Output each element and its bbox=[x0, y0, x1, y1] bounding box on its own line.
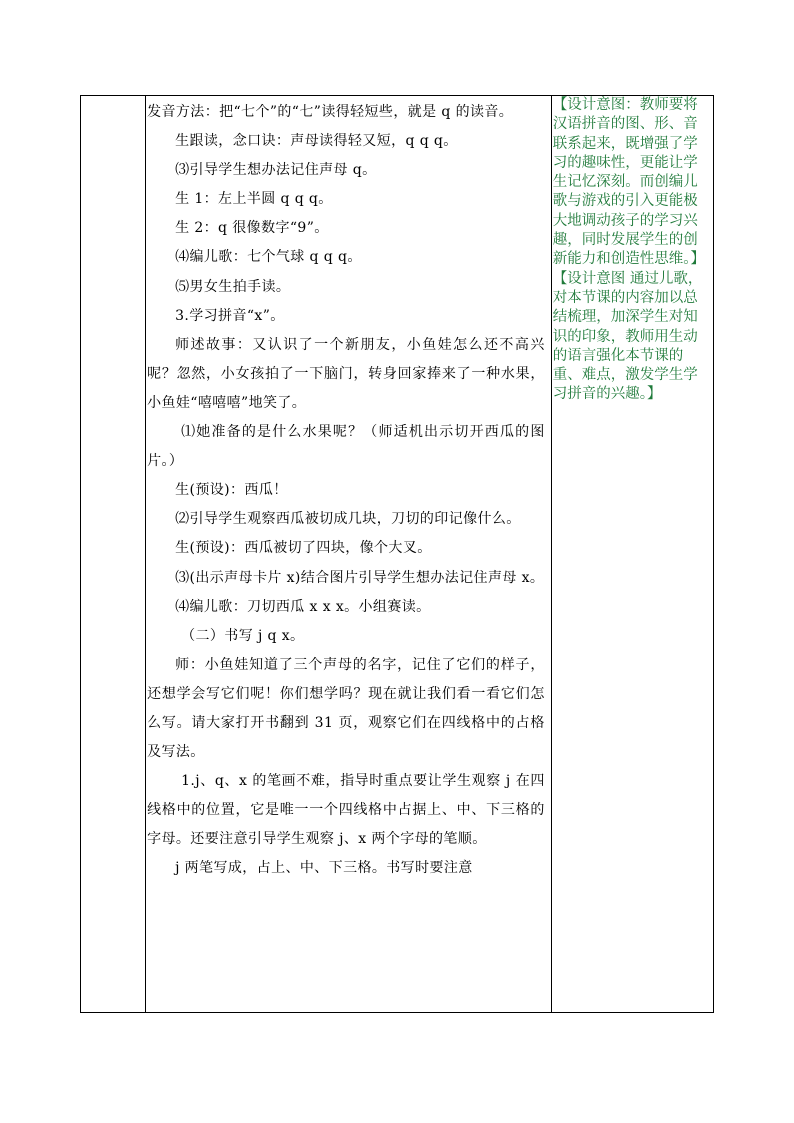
paragraph: 3.学习拼音“x”。 bbox=[175, 307, 285, 324]
paragraph: 师述故事：又认识了一个新朋友，小鱼娃怎么还不高兴呢？忽然，小女孩拍了一下脑门，转身回家捧来了一种水果，小鱼娃“嘻嘻嘻”地笑了。 bbox=[147, 336, 545, 411]
paragraph: 生 2：q 很像数字“9”。 bbox=[175, 220, 329, 237]
paragraph: ⑷编儿歌：七个气球 q q q。 bbox=[175, 249, 362, 266]
left-empty-cell bbox=[81, 96, 146, 1013]
design-intent-cell bbox=[551, 96, 713, 1013]
paragraph: ⑶引导学生想办法记住声母 q。 bbox=[175, 162, 377, 179]
paragraph: 发音方法：把“七个”的“七”读得轻短些，就是 q 的读音。 bbox=[147, 104, 514, 120]
paragraph: ⑴她准备的是什么水果呢？（师适机出示切开西瓜的图片。） bbox=[147, 424, 545, 470]
paragraph: 师：小鱼娃知道了三个声母的名字，记住了它们的样子，还想学会写它们呢！你们想学吗？现在就让我们看一看它们怎么写。请大家打开书翻到 31 页，观察它们在四线格中的占格及写法。 bbox=[147, 656, 545, 761]
teaching-process-cell bbox=[146, 96, 552, 1013]
paragraph: ⑸男女生拍手读。 bbox=[175, 278, 291, 295]
paragraph: ⑷编儿歌：刀切西瓜 x x x。小组赛读。 bbox=[175, 598, 431, 615]
design-intent-note-2: 【设计意图 通过儿歌，对本节课的内容加以总结梳理，加深学生对知识的印象，教师用生动的语言强化本节课的重、难点，激发学生学习拼音的兴趣。】 bbox=[552, 270, 703, 403]
paragraph: 生(预设)：西瓜被切了四块，像个大叉。 bbox=[175, 540, 432, 557]
paragraph: 生(预设)：西瓜！ bbox=[175, 482, 288, 499]
paragraph: j 两笔写成，占上、中、下三格。书写时要注意 bbox=[175, 860, 473, 877]
design-intent-note-1: 【设计意图：教师要将汉语拼音的图、形、音联系起来，既增强了学习的趣味性，更能让学生记忆深刻。而创编儿歌与游戏的引入更能极大地调动孩子的学习兴趣，同时发展学生的创新能力和创造性思维。】 bbox=[552, 97, 705, 268]
paragraph: （二）书写 j q x。 bbox=[181, 627, 305, 644]
table-row bbox=[81, 96, 714, 1013]
teaching-process-text bbox=[146, 96, 551, 884]
paragraph: 生 1：左上半圆 q q q。 bbox=[175, 191, 333, 208]
paragraph: ⑵引导学生观察西瓜被切成几块，刀切的印记像什么。 bbox=[175, 511, 521, 528]
paragraph: 1.j、q、x 的笔画不难，指导时重点要让学生观察 j 在四线格中的位置，它是唯一一个四线格中占据上、中、下三格的字母。还要注意引导学生观察 j、x 两个字母的笔顺。 bbox=[147, 773, 545, 848]
paragraph: ⑶(出示声母卡片 x)结合图片引导学生想办法记住声母 x。 bbox=[175, 569, 545, 586]
lesson-plan-table bbox=[80, 95, 714, 1013]
paragraph: 生跟读，念口诀：声母读得轻又短，q q q。 bbox=[175, 133, 458, 150]
